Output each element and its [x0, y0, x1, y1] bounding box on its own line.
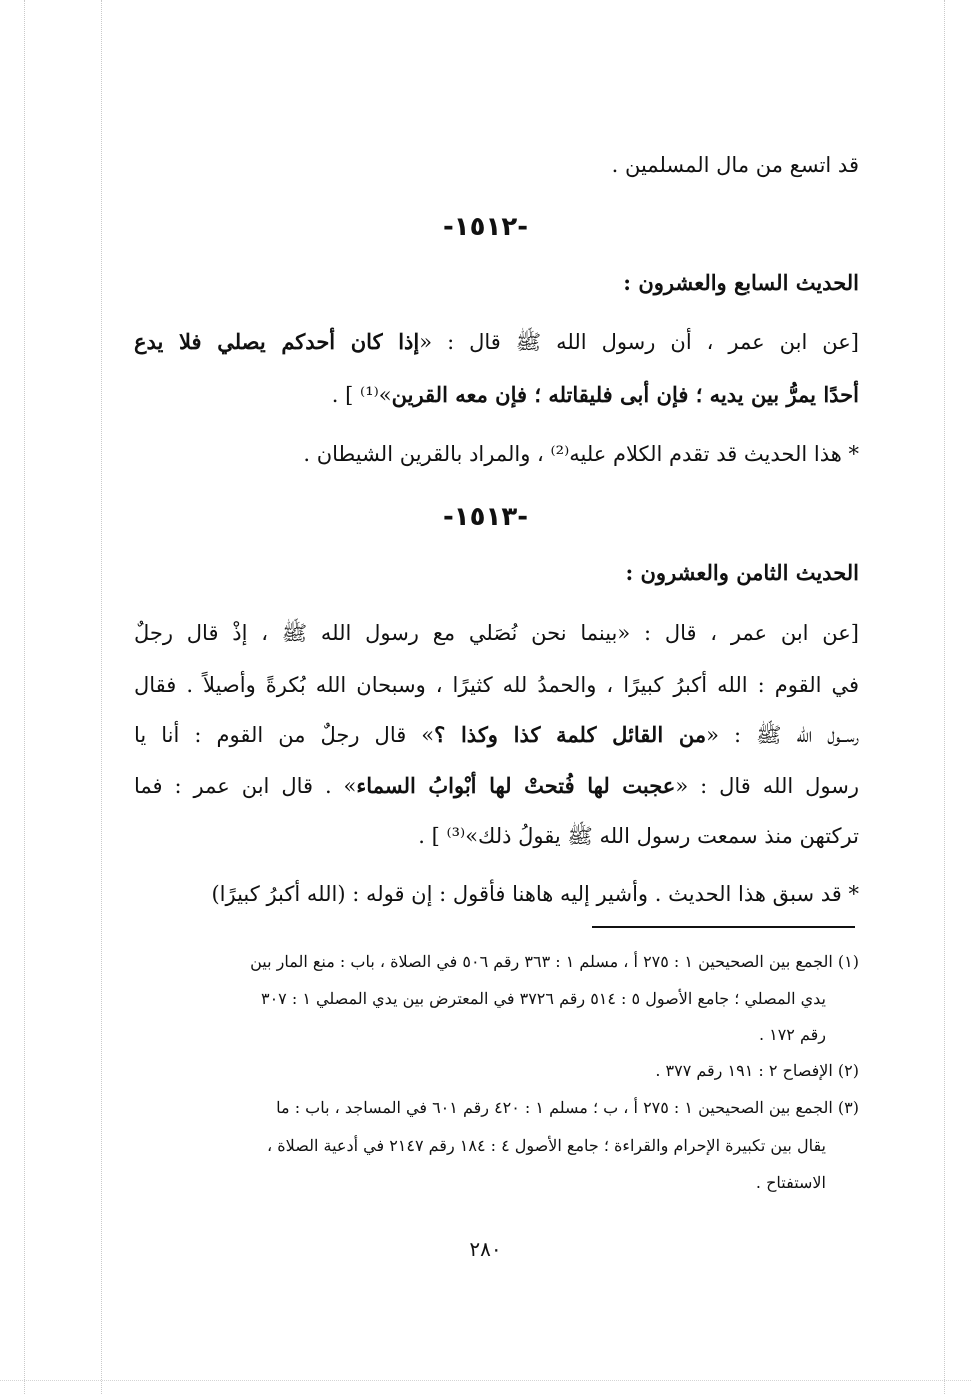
section-heading-28: الحديث الثامن والعشرون :: [625, 560, 859, 585]
hadith-28-l4-quote: عجبت لها فُتحتْ لها أبْوابُ السماء: [356, 773, 676, 798]
hadith-28-l4-c: » . قال ابن عمر : فما: [134, 774, 357, 798]
footnote-1-line-1: (١) الجمع بين الصحيحين ١ : ٢٧٥ أ ، مسلم ١ : ٣٦٣ رقم ٥٠٦ في الصلاة ، باب : منع المار بين: [250, 952, 859, 971]
hadith-28-l4-a: رسول الله قال : «: [675, 774, 859, 798]
hadith-number-1513: -١٥١٣-: [442, 502, 529, 532]
footnote-3-line-1: (٣) الجمع بين الصحيحين ١ : ٢٧٥ أ ، ب ؛ مسلم ١ : ٤٢٠ رقم ٦٠١ في المساجد ، باب : ما: [276, 1098, 859, 1117]
hadith-28-line-2: في القوم : الله أكبرُ كبيرًا ، والحمدُ لله كثيرًا ، وسبحان الله بُكرةً وأصيلاً . فقال: [134, 673, 859, 697]
footnote-3-line-3: الاستفتاح .: [755, 1173, 826, 1192]
footnote-1-line-2: يدي المصلي ؛ جامع الأصول ٥ : ٥١٤ رقم ٣٧٢٦ في المعترض بين يدي المصلي ١ : ٣٠٧: [260, 989, 826, 1008]
body-line-1: قد اتسع من مال المسلمين .: [611, 153, 859, 177]
commentary-28: * قد سبق هذا الحديث . وأشير إليه هاهنا فأقول : إن قوله : (الله أكبرُ كبيرًا): [211, 882, 859, 906]
hadith-28-line-5: تركتهن منذ سمعت رسول الله ﷺ يقولُ ذلك»⁽³⁾ ] .: [418, 824, 859, 848]
hadith-27-line-1: [134, 327, 859, 357]
hadith-27-intro: [عن ابن عمر ، أن رسول الله ﷺ قال : «: [419, 330, 859, 354]
hadith-number-1512: -١٥١٢-: [442, 212, 529, 242]
hadith-28-line-3: [134, 720, 859, 750]
commentary-27: * هذا الحديث قد تقدم الكلام عليه⁽²⁾ ، والمراد بالقرين الشيطان .: [303, 442, 859, 466]
footnote-2-line-1: (٢) الإفصاح ٢ : ١٩١ رقم ٣٧٧ .: [655, 1061, 859, 1080]
hadith-27-line-2: [134, 380, 859, 410]
hadith-28-l3-c: » قال رجلٌ من القوم : أنا يا: [134, 723, 435, 747]
scan-edge-bottom: [0, 1380, 971, 1381]
hadith-28-line-4: [134, 771, 859, 801]
scan-edge-right: [944, 0, 945, 1394]
hadith-28-l3-a: رســول الله ﷺ : «: [706, 723, 860, 747]
hadith-27-close: »⁽¹⁾ ] .: [331, 383, 392, 407]
footnote-3-line-2: يقال بين تكبيرة الإحرام والقراءة ؛ جامع الأصول ٤ : ١٨٤ رقم ٢١٤٧ في أدعية الصلاة ،: [267, 1136, 826, 1155]
hadith-27-quote-end: أحدًا يمرُّ بين يديه ؛ فإن أبى فليقاتله ؛ فإن معه القرين: [391, 382, 859, 407]
hadith-28-l3-quote: من القائل كلمة كذا وكذا ؟: [434, 722, 707, 747]
scan-edge-left: [24, 0, 25, 1394]
page-number: ٢٨٠: [469, 1237, 502, 1261]
hadith-27-quote-start: إذا كان أحدكم يصلي فلا يدع: [134, 329, 420, 354]
footnote-1-line-3: رقم ١٧٢ .: [758, 1025, 826, 1044]
hadith-28-line-1: [عن ابن عمر ، قال : «بينما نحن نُصَلي مع رسول الله ﷺ ، إذْ قال رجلٌ: [134, 621, 859, 645]
scan-edge-inner: [101, 0, 102, 1394]
footnote-separator: [592, 926, 855, 928]
section-heading-27: الحديث السابع والعشرون :: [623, 270, 859, 295]
